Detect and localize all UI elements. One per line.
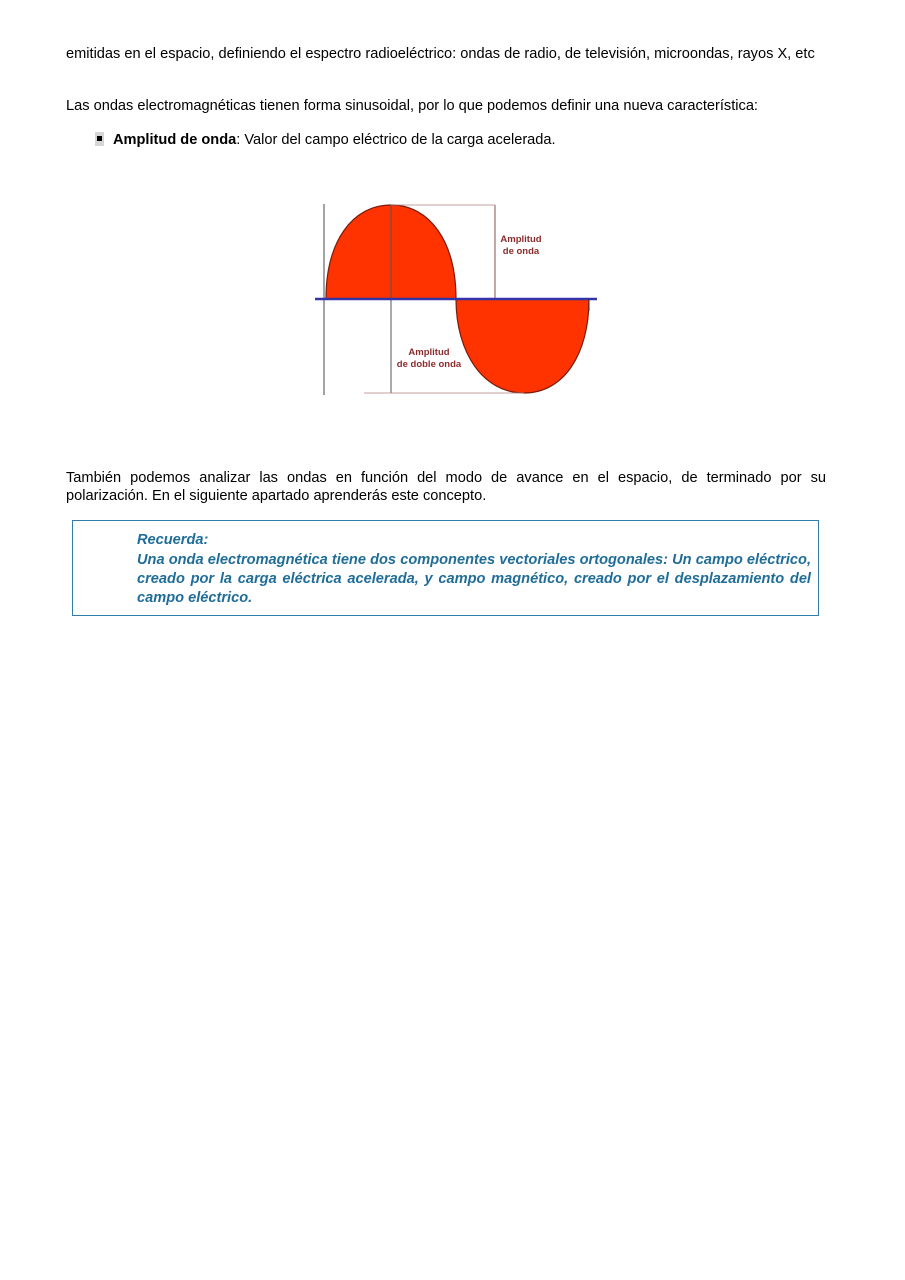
wave-diagram [312, 194, 602, 402]
wave-negative-half [456, 299, 589, 393]
paragraph-sinusoidal: Las ondas electromagnéticas tienen forma sinusoidal, por lo que podemos definir una nueva característica: [66, 98, 758, 114]
label-amplitude-line1: Amplitud [500, 234, 542, 245]
bullet-term: Amplitud de onda [113, 132, 237, 148]
bullet-square-icon [95, 132, 104, 146]
paragraph-polarization: También podemos analizar las ondas en función del modo de avance en el espacio, de terminado por su polarización. En el siguiente apartado aprenderás este concepto. [66, 470, 826, 504]
wave-amplitude-figure [312, 194, 602, 402]
paragraph-spectrum: emitidas en el espacio, definiendo el espectro radioeléctrico: ondas de radio, de televisión, microondas, rayos X, etc [66, 46, 815, 62]
label-amplitude-line2: de onda [502, 246, 540, 257]
reminder-callout-box [72, 520, 819, 616]
label-double-line2: de doble onda [396, 359, 462, 370]
bullet-definition: : Valor del campo eléctrico de la carga acelerada. [236, 132, 556, 148]
label-double-line1: Amplitud [408, 347, 450, 358]
reminder-content [137, 531, 811, 608]
reminder-body: Una onda electromagnética tiene dos componentes vectoriales ortogonales: Un campo eléctrico, creado por la carga eléctrica acelerada, y campo magnético, creado por el desplazamiento del campo eléctrico. [137, 552, 811, 606]
bullet-item-amplitude [95, 131, 815, 149]
reminder-title: Recuerda: [137, 532, 209, 548]
